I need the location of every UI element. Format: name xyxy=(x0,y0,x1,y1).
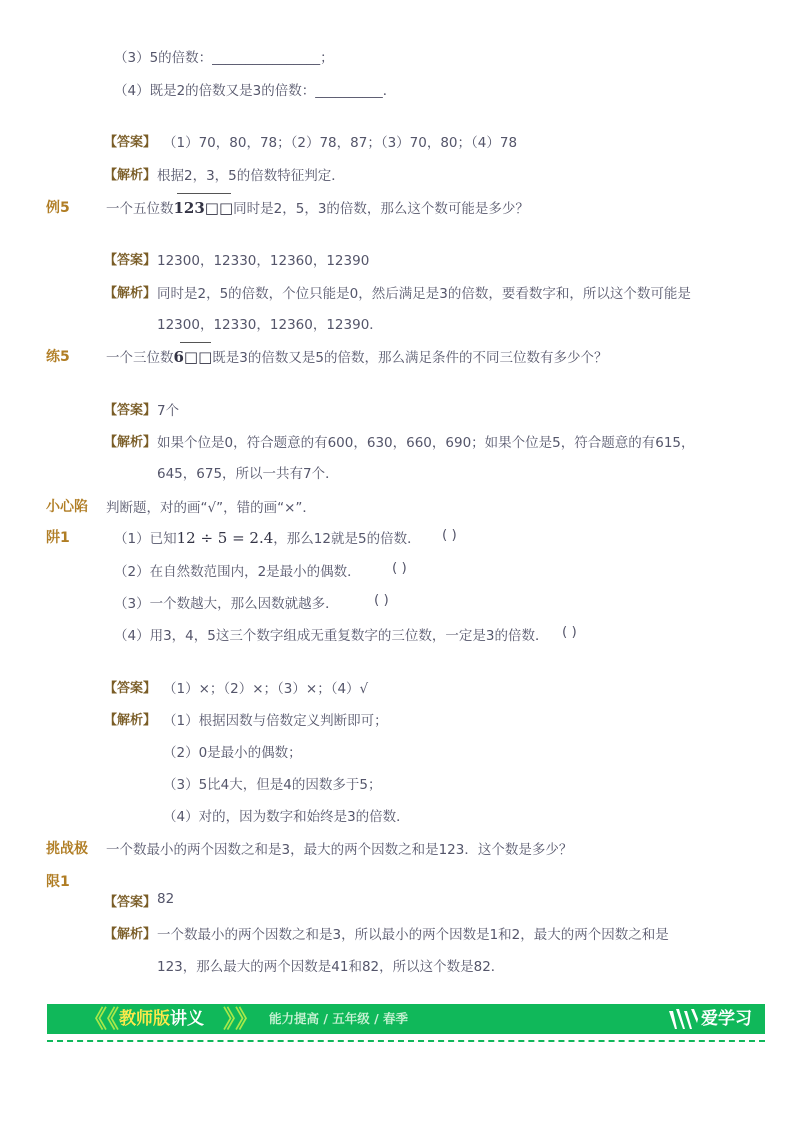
footer-banner xyxy=(47,1004,765,1034)
footer-title-b: 讲义 xyxy=(170,1009,204,1029)
challenge-question: 一个数最小的两个因数之和是3，最大的两个因数之和是123．这个数是多少？ xyxy=(106,842,573,858)
brand-logo-icon xyxy=(667,1007,699,1035)
trap-label-l2: 阱1 xyxy=(46,530,70,546)
footer-title xyxy=(119,1004,204,1034)
practice-5-analysis-l2: 645，675，所以一共有7个． xyxy=(157,466,339,482)
trap-answer-tag: 【答案】 xyxy=(104,681,157,696)
practice-5-analysis-l1: 如果个位是0，符合题意的有600，630，660，690；如果个位是5，符合题意的有615， xyxy=(157,435,695,451)
challenge-analysis-l2: 123，那么最大的两个因数是41和82，所以这个数是82． xyxy=(157,959,505,975)
footer-brand: 爱学习 xyxy=(701,1009,752,1029)
chevrons-right-icon: 》》 xyxy=(223,1005,259,1033)
challenge-label-l1: 挑战极 xyxy=(46,841,88,857)
question-3-line: （3）5的倍数：________________； xyxy=(114,50,334,66)
trap-answer: （1）×；（2）×；（3）×；（4）√ xyxy=(163,681,369,697)
practice-5-analysis-tag: 【解析】 xyxy=(104,435,157,450)
trap-analysis-1: （1）根据因数与倍数定义判断即可； xyxy=(163,713,388,729)
footer-dashed-rule xyxy=(47,1040,765,1042)
example-5-answer-tag: 【答案】 xyxy=(104,253,157,268)
example-5-pre: 一个五位数 xyxy=(106,201,174,217)
trap-analysis-2: （2）0是最小的偶数； xyxy=(163,745,302,761)
example-5-label: 例5 xyxy=(46,200,70,216)
practice-5-question xyxy=(106,346,607,366)
example-5-analysis-l1: 同时是2，5的倍数，个位只能是0，然后满足是3的倍数，要看数字和，所以这个数可能是 xyxy=(157,286,691,302)
example-5-analysis-l2: 12300，12330，12360，12390． xyxy=(157,317,383,333)
trap-analysis-4: （4）对的，因为数字和始终是3的倍数． xyxy=(163,809,410,825)
practice-5-pre: 一个三位数 xyxy=(106,350,174,366)
trap-item-2-paren: ( ) xyxy=(392,560,407,576)
challenge-answer: 82 xyxy=(157,891,175,907)
trap-item-1-paren: ( ) xyxy=(442,527,457,543)
example-5-overline xyxy=(177,193,231,194)
trap-item-4-paren: ( ) xyxy=(562,624,577,640)
example-5-answer: 12300，12330，12360，12390 xyxy=(157,253,370,269)
trap-item-1-math: 12 ÷ 5 = 2.4 xyxy=(176,529,274,547)
trap-item-4: （4）用3，4，5这三个数字组成无重复数字的三位数，一定是3的倍数． xyxy=(114,628,549,644)
trap-item-1 xyxy=(114,527,421,547)
example-5-post: 同时是2，5，3的倍数，那么这个数可能是多少？ xyxy=(233,201,529,217)
challenge-analysis-l1: 一个数最小的两个因数之和是3，所以最小的两个因数是1和2，最大的两个因数之和是 xyxy=(157,927,669,943)
practice-5-label: 练5 xyxy=(46,349,70,365)
trap-label-l1: 小心陷 xyxy=(46,499,88,515)
chevrons-left-icon: 《《 xyxy=(83,1005,119,1033)
challenge-analysis-tag: 【解析】 xyxy=(104,927,157,942)
trap-analysis-3: （3）5比4大，但是4的因数多于5； xyxy=(163,777,382,793)
practice-5-number: 6□□ xyxy=(173,348,213,366)
trap-item-1-post: ，那么12就是5的倍数． xyxy=(273,531,421,547)
trap-item-3-paren: ( ) xyxy=(374,592,389,608)
trap-analysis-tag: 【解析】 xyxy=(104,713,157,728)
answer-tag: 【答案】 xyxy=(104,135,157,150)
example-5-question xyxy=(106,197,529,217)
practice-5-overline xyxy=(180,342,211,343)
footer-title-a: 教师版 xyxy=(119,1009,170,1029)
analysis-tag: 【解析】 xyxy=(104,168,157,183)
challenge-answer-tag: 【答案】 xyxy=(104,895,157,910)
footer-meta: 能力提高 / 五年级 / 春季 xyxy=(269,1011,409,1026)
example-5-number: 123□□ xyxy=(173,199,234,217)
trap-item-3: （3）一个数越大，那么因数就越多． xyxy=(114,596,339,612)
practice-5-answer-tag: 【答案】 xyxy=(104,403,157,418)
practice-5-answer: 7个 xyxy=(157,403,180,419)
question-4-line: （4）既是2的倍数又是3的倍数：__________． xyxy=(114,83,397,99)
analysis-1: 根据2，3，5的倍数特征判定． xyxy=(157,168,345,184)
trap-item-1-pre: （1）已知 xyxy=(114,531,177,547)
trap-intro: 判断题，对的画“√”，错的画“×”． xyxy=(106,500,316,516)
trap-item-2: （2）在自然数范围内，2是最小的偶数． xyxy=(114,564,361,580)
practice-5-post: 既是3的倍数又是5的倍数，那么满足条件的不同三位数有多少个？ xyxy=(212,350,608,366)
answer-1: （1）70，80，78；（2）78，87；（3）70，80；（4）78 xyxy=(163,135,518,151)
example-5-analysis-tag: 【解析】 xyxy=(104,286,157,301)
challenge-label-l2: 限1 xyxy=(46,874,70,890)
